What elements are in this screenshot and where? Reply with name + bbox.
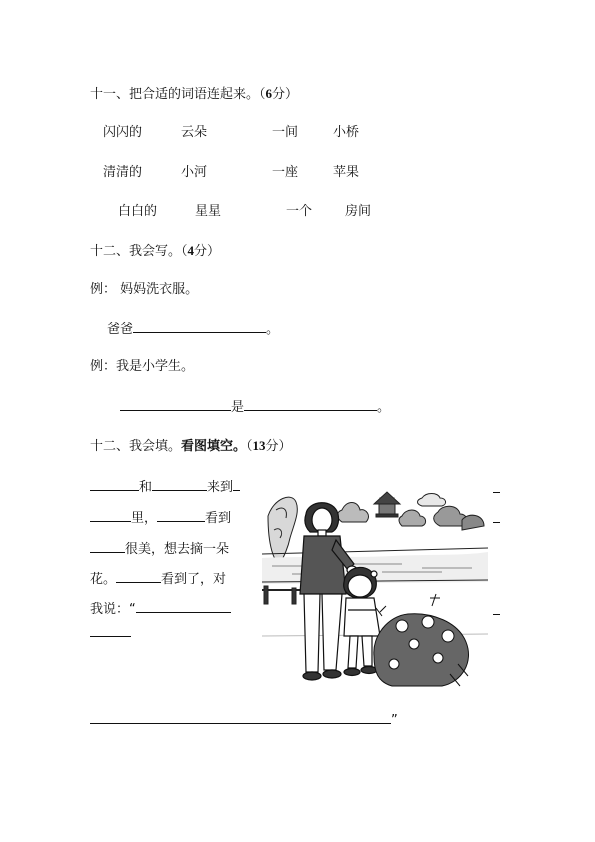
answer-blank[interactable] — [152, 478, 207, 491]
answer-blank[interactable] — [90, 509, 131, 522]
answer-blank[interactable] — [233, 478, 240, 491]
chrysanthemum-flowers — [374, 594, 469, 686]
section-12a-heading — [90, 243, 220, 260]
picture-fill-line-5 — [90, 600, 231, 618]
picture-fill-line-4 — [90, 570, 226, 588]
illustration-svg — [262, 486, 488, 700]
section-12b-title-bold: 看图填空。 — [181, 439, 247, 454]
mother-child-picking-flower-illustration — [262, 486, 488, 700]
dash-mark — [493, 608, 500, 615]
word: 来到 — [207, 480, 234, 495]
period: 。 — [266, 322, 280, 337]
word-noun-2: 小河 — [181, 165, 208, 180]
score-number: 13 — [252, 438, 266, 453]
example-2: 例：我是小学生。 — [90, 359, 195, 374]
answer-blank[interactable] — [244, 398, 377, 411]
answer-blank[interactable] — [157, 509, 205, 522]
section-11-heading — [90, 86, 298, 103]
dash-mark — [493, 516, 500, 523]
word-measure-2: 一座 — [272, 165, 299, 180]
word-adj-3: 白白的 — [118, 204, 158, 219]
final-answer-line — [90, 711, 398, 729]
close-quote: ” — [391, 713, 398, 728]
word-measure-1: 一间 — [272, 125, 299, 140]
word-adj-1: 闪闪的 — [103, 125, 143, 140]
score-number: 4 — [187, 243, 195, 258]
dash-mark — [493, 486, 500, 493]
word: 看到 — [205, 511, 232, 526]
answer-blank[interactable] — [120, 398, 231, 411]
picture-fill-line-2 — [90, 509, 231, 527]
score-number: 6 — [265, 86, 273, 101]
answer-blank[interactable] — [90, 711, 391, 724]
word: 里， — [131, 511, 158, 526]
word-object-3: 房间 — [345, 204, 372, 219]
word-noun-1: 云朵 — [181, 125, 208, 140]
score-open: （ — [246, 439, 253, 454]
word: 我说：“ — [90, 602, 136, 617]
section-12b-heading — [90, 438, 292, 455]
section-12a-title: 十二、我会写。 — [90, 244, 182, 259]
connector-word: 是 — [231, 400, 245, 415]
section-11-title: 十一、把合适的词语连起来。 — [90, 87, 260, 102]
score-open: （ — [181, 244, 188, 259]
answer-blank[interactable] — [136, 600, 231, 613]
fill-line-2 — [120, 398, 390, 416]
word: 很美，想去摘一朵 — [125, 542, 230, 557]
score-unit: 分） — [194, 244, 221, 259]
picture-fill-line-3 — [90, 540, 229, 558]
word-measure-3: 一个 — [286, 204, 313, 219]
score-unit: 分） — [272, 87, 299, 102]
score-open: （ — [259, 87, 266, 102]
word: 看到了，对 — [161, 572, 227, 587]
period: 。 — [377, 400, 391, 415]
answer-blank[interactable] — [90, 540, 125, 553]
answer-blank[interactable] — [90, 624, 131, 637]
word-object-2: 苹果 — [333, 165, 360, 180]
word-object-1: 小桥 — [333, 125, 360, 140]
picture-fill-line-1 — [90, 478, 240, 496]
prompt-word: 爸爸 — [107, 322, 134, 337]
answer-blank[interactable] — [116, 570, 161, 583]
answer-blank[interactable] — [90, 478, 139, 491]
word-adj-2: 清清的 — [103, 165, 143, 180]
picture-fill-line-6 — [90, 624, 131, 642]
word-noun-3: 星星 — [195, 204, 222, 219]
word: 花。 — [90, 572, 117, 587]
section-12b-title: 十二、我会填。 — [90, 439, 182, 454]
score-unit: 分） — [265, 439, 292, 454]
fill-line-1 — [107, 320, 279, 338]
answer-blank[interactable] — [133, 320, 266, 333]
word: 和 — [139, 480, 153, 495]
example-1: 例： 妈妈洗衣服。 — [90, 282, 199, 297]
